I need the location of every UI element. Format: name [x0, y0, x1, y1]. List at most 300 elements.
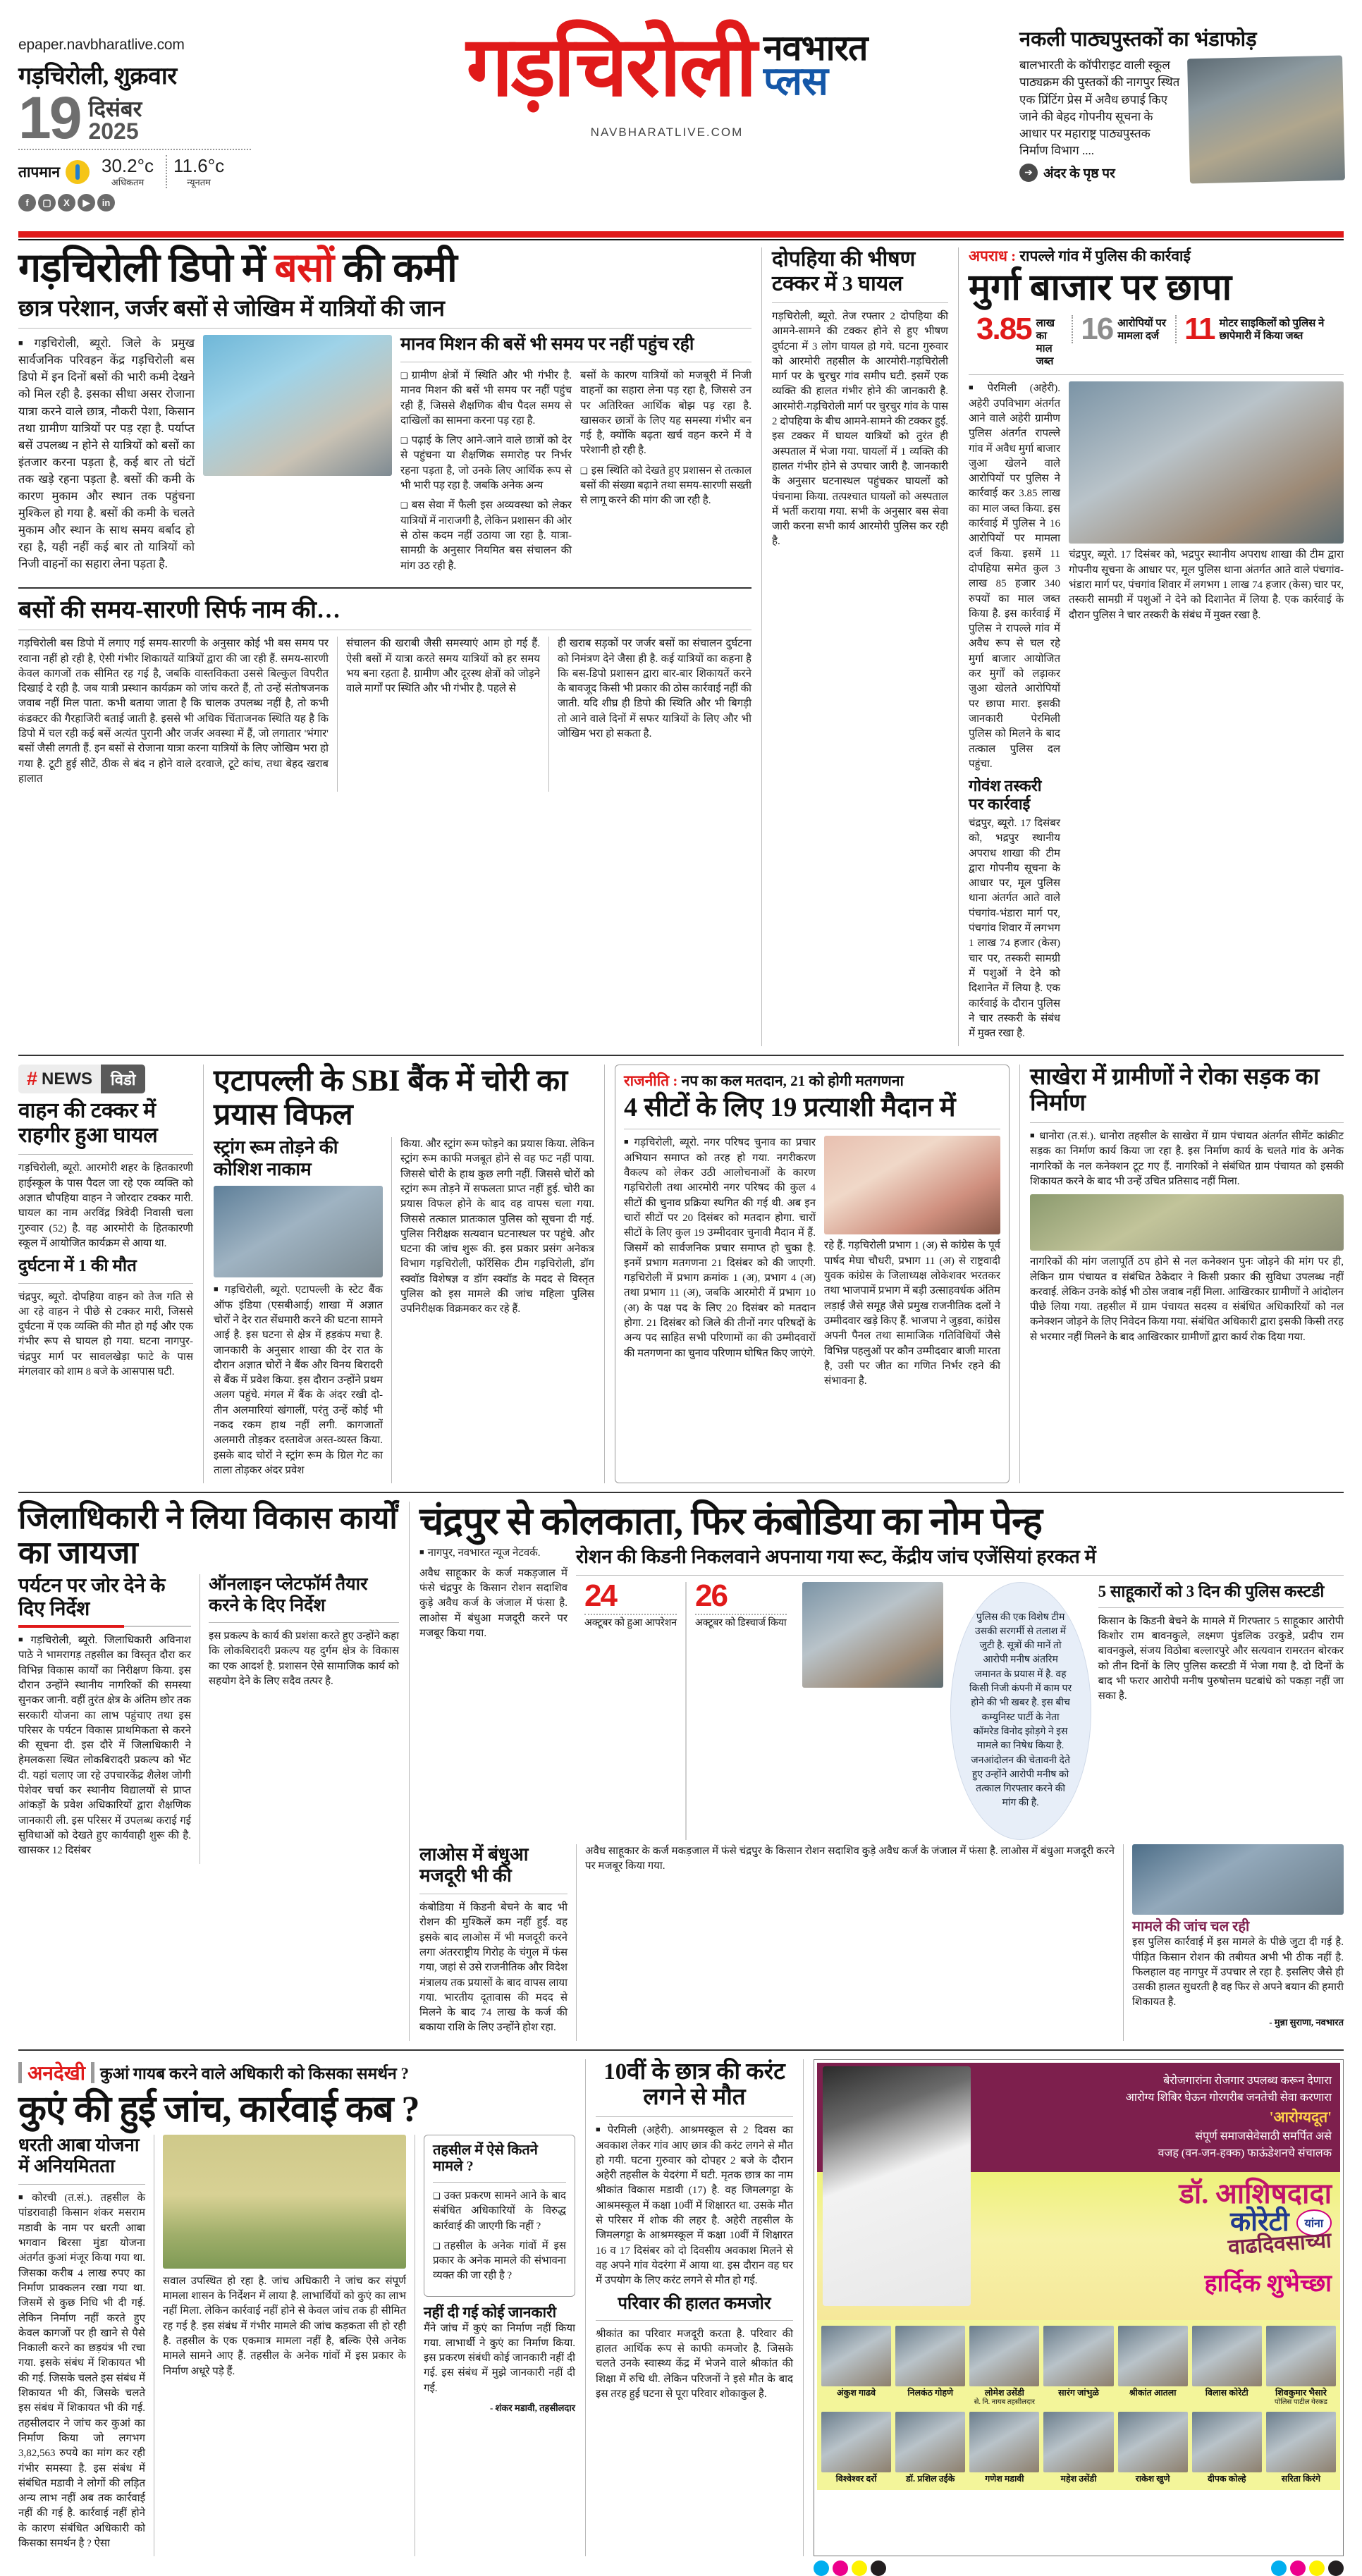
lead-box-col1	[18, 637, 329, 792]
crime-body-2: चंद्रपुर, ब्यूरो. 17 दिसंबर को, भद्रपुर स्थानीय अपराध शाखा की टीम द्वारा गोपनीय सूचना के आधार पर, मूल पुलिस थाना अंतर्गत आते वाले पंचगांव-भंडारा मार्ग पर, पंचगांव शिवार में लगभग 1 लाख 74 हजार (केस) चार पर, तस्करी सामग्री में पशुओं ने देने को दिशानेत में लिया है. एक कार्रवाई के दौरान पुलिस ने चार तस्करी के संबंध में मुक्त रखा है.	[969, 818, 1060, 1040]
lead-bullet: ❑ इस स्थिति को देखते हुए प्रशासन से तत्काल बसों की संख्या बढ़ाने तथा समय-सारणी सख्ती से लागू करने की मांग की जा रही है.	[580, 464, 751, 509]
lead-mid-deck: मानव मिशन की बसें भी समय पर नहीं पहुंच रही	[400, 335, 694, 355]
face-name: शिवकुमार भैसारे	[1275, 2388, 1327, 2398]
kolkata-number: 26	[695, 1578, 727, 1613]
sakhera-col1: ■ धानोरा (त.सं.). धानोरा तहसील के साखेरा में ग्राम पंचायत अंतर्गत सीमेंट कांक्रीट सड़क का निर्माण कार्य किया जा रहा है. इस निर्माण कार्य के चलते गांव के अनेक नागरिकों के नल कनेक्शन टूट गए हैं. नागरिकों ने संबंधित ग्राम पंचायत को इसकी शिकायत करने के बाद भी उन्हें उचित प्रतिसाद नहीं मिला.	[1030, 1129, 1344, 1189]
crime-stat-number: 16	[1081, 312, 1113, 347]
birthday-name-block	[981, 2179, 1332, 2298]
kolkata-filler	[585, 1844, 1115, 2041]
lead-box-text: गड़चिरोली बस डिपो में लगाए गई समय-सारणी के अनुसार कोई भी बस समय पर रवाना नहीं हो रही है, ऐसी गंभीर शिकायतें यात्रियों द्वारा की जा रही हैं. समय-सारणी केवल कागजों तक सीमित रह गई है, जबकि वास्तविकता उससे बिल्कुल विपरीत दिखाई दे रही है. जब यात्री प्रस्थान कार्यक्रम को जांच करते हैं, तो उन्हें संतोषजनक जवाब नहीं मिल पाता. कभी बताया जाता है कि चालक उपलब्ध नहीं है, तो कभी कंडक्टर की गैरहाजिरी बताई जाती है. इससे भी अधिक चिंताजनक स्थिति यह है कि डिपो में चल रही कई बसें अत्यंत पुरानी और जर्जर अवस्था में हैं, जो लगातार 'भंगार' बसों जैसी लगती हैं. इन बसों से रोजाना यात्रा करना यात्रियों के लिए जोखिम भरा हो गया है. टूटी हुई सीटें, ठीक से बंद न होने वाले दरवाजे, टूटे कांच, तथा बेहद खराब हालात	[18, 638, 329, 785]
kolkata-right-body: किसान के किडनी बेचने के मामले में गिरफ्तार 5 साहूकार आरोपी किशोर राम बावनकुले, लक्ष्मण पुंडलिक उरकुडे, प्रदीप राम बावनकुले, संजय विठोबा बल्लारपुरे और सत्यवान रामरतन बोरकर को तीन दिनों के लिए पुलिस कस्टडी में भेजा गया है. दो दिनों के बाद भी फरार आरोपी मनीष पुरुषोत्तम घटबांधे को पकड़ा नहीं जा सका है.	[1098, 1615, 1344, 1703]
well-columns	[18, 2135, 575, 2556]
face-role: पोलिस पाटील येरकड	[1274, 2398, 1327, 2406]
sbi-col2: किया. और स्ट्रांग रूम फोड़ने का प्रयास किया. लेकिन स्ट्रांग रूम काफी मजबूत होने से वह फट नहीं पाया. जिससे चोरी के हाथ कुछ लगी नहीं. जिससे चोरों को स्ट्रांग रूम तोड़ने में सफलता प्राप्त नहीं हुई. चोरी का प्रयास विफल होने के बाद वह वापस चला गया. जिससे तत्काल प्रातःकाल पुलिस को सूचना दी गई. पुलिस निरीक्षक सत्यवान घटनास्थल पर पहुंचे. और घटना की जांच शुरू की. इस प्रकार प्रसंग अनेकत्र विभाग गड़चिरोली, फॉरेंसिक टीम गड़चिरोली, डॉग स्क्वॉड विशेषज्ञ व डॉग स्क्वॉड के मदद से विस्तृत पुलिस को इस मामले की जांच महिला पुलिस उपनिरीक्षक विक्रमकर कर रहे हैं.	[400, 1139, 594, 1315]
kolkata-detail-row	[576, 1578, 1344, 1840]
face-name: सरिता किरंगे	[1281, 2473, 1321, 2484]
lead-col-right	[400, 335, 751, 579]
birthday-faces	[817, 2320, 1340, 2490]
lead-headline-part1: गड़चिरोली डिपो में	[18, 246, 275, 290]
well-box-col	[424, 2135, 575, 2556]
column-rule	[761, 247, 762, 1046]
arrow-right-icon: ➔	[1019, 164, 1038, 182]
divider	[1030, 1122, 1344, 1123]
sakhera-headline: साखेरा में ग्रामीणों ने रोका सड़क का निर्माण	[1030, 1065, 1320, 1116]
lead-subheadline: छात्र परेशान, जर्जर बसों से जोखिम में यात्रियों की जान	[18, 295, 445, 321]
date-year: 2025	[88, 118, 139, 144]
crime-sub-headline: गोवंश तस्करी पर कार्रवाई	[969, 777, 1042, 814]
collector-columns	[18, 1574, 399, 1864]
birthday-gold-title: 'आरोग्यदूत'	[1269, 2108, 1332, 2126]
youtube-icon[interactable]: ▶	[78, 194, 95, 211]
face-photo	[821, 2326, 891, 2386]
well-deck: धरती आबा योजना में अनियमितता	[18, 2134, 140, 2177]
well-photo	[163, 2135, 406, 2269]
kolkata-number-label: अक्टूबर को डिस्चार्ज किया	[695, 1618, 787, 1629]
crime-stat-number: 3.85	[976, 312, 1031, 347]
cmyk-marks-right	[1271, 2560, 1344, 2576]
news-video-body: गड़चिरोली, ब्यूरो. आरमोरी शहर के हितकारणी हाईस्कूल के पास पैदल जा रहे एक व्यक्ति को अज्ञात चौपहिया वाहन ने जोरदार टक्कर मारी. घायल का नाम अरविंद्र त्रिवेदी निवासी चला गुरुवार (52) है. वह आरमोरी के हितकारणी स्कूल में आयोजित कार्यक्रम से आया था.	[18, 1163, 193, 1249]
crime-stat	[1072, 312, 1175, 347]
politics-right	[824, 1136, 1000, 1394]
well-box-item: ❑ तहसील के अनेक गांवों में इस प्रकार के अनेक मामले की संभावना व्यक्त की जा रही है ?	[433, 2239, 566, 2284]
face-item	[1043, 2412, 1113, 2484]
kolkata-deck: रोशन की किडनी निकलवाने अपनाया गया रूट, केंद्रीय जांच एजेंसियां हरकत में	[576, 1546, 1096, 1568]
crime-stat-label: मोटर साइकिलों को पुलिस ने छापेमारी में किया जब्त	[1219, 318, 1325, 343]
lead-bullet: ❑ ग्रामीण क्षेत्रों में स्थिति और भी गंभीर है. मानव मिशन की बसें भी समय पर नहीं पहुंच रही हैं, जिससे शैक्षणिक बीच पैदल समय से दाखिलों का सामना करना पड़ रहा है.	[400, 369, 572, 429]
crime-photo-col	[1069, 381, 1344, 1046]
temp-max-label: अधिकतम	[111, 177, 145, 188]
date-block	[18, 85, 314, 151]
birthday-shubhechha: हार्दिक शुभेच्छा	[1204, 2271, 1332, 2298]
hash-icon: #	[27, 1068, 38, 1090]
well-credit: - शंकर मडावी, तहसीलदार	[489, 2403, 575, 2414]
divider	[584, 1614, 677, 1615]
teaser-photo	[1187, 56, 1345, 184]
news-video-tag[interactable]	[18, 1065, 145, 1093]
kolkata-filler-body: अवैध साहूकार के कर्ज मकड़जाल में फंसे चंद्रपुर के किसान रोशन सदाशिव कुड़े अवैध कर्ज के जंजाल में फंसा है. लाओस में बंधुआ मजदूरी करने पर मजबूर किया गया.	[585, 1845, 1115, 1872]
crime-stat-label: लाख का माल जब्त	[1036, 318, 1055, 368]
well-box-body-2: मैंने जांच में कुएं का निर्माण नहीं किया गया. लाभार्थी ने कुएं का निर्माण किया. इस प्रकरण संबंधी कोई जानकारी नहीं दी गई. इस संबंध में मुझे जानकारी नहीं दी गई.	[424, 2322, 575, 2394]
facebook-icon[interactable]: f	[18, 194, 36, 211]
instagram-icon[interactable]: ▢	[38, 194, 56, 211]
cyan-dot	[814, 2560, 829, 2576]
kolkata-story	[419, 1502, 1344, 2040]
crime-stat	[969, 312, 1072, 368]
column-rule	[548, 637, 549, 792]
sbi-photo	[214, 1186, 383, 1277]
kolkata-badge-body: इस पुलिस कार्रवाई में इस मामले के पीछे जुटा दी गई है. पीड़ित किसान रोशन की तबीयत अभी भी ठीक नहीं है. फिलहाल वह नागपुर में उपचार ले रहा है. इसलिए जैसे ही उसकी हालत सुधरती है वह फिर से अपने बयान की हमारी शिकायत है.	[1132, 1937, 1344, 2008]
well-question-box	[424, 2135, 575, 2297]
divider	[433, 2182, 566, 2183]
black-rule	[18, 239, 1344, 240]
politics-kicker-label: राजनीति :	[624, 1072, 678, 1090]
well-col-mid	[163, 2135, 406, 2556]
sbi-story	[214, 1065, 594, 1483]
black-dot	[871, 2560, 886, 2576]
collector-left	[18, 1574, 191, 1864]
lead-story	[18, 247, 751, 1046]
crime-stat	[1175, 312, 1344, 347]
kolkata-sub-body: कंबोडिया में किडनी बेचने के बाद भी रोशन की मुश्किलें कम नहीं हुईं. वह इसके बाद लाओस में भी मजदूरी करने लगा अंतरराष्ट्रीय गिरोह के चंगुल में फंस गया, जहां से उसे राजनीतिक और विदेश मंत्रालय तक प्रयासों के बाद वापस लाया गया. भारतीय दूतावास की मदद से मिलने के बाद 74 लाख के कर्ज की बकाया राशि के लिए उन्होंने होश रहा.	[419, 1902, 568, 2034]
band-four	[18, 2059, 1344, 2557]
lead-box-col3	[558, 637, 751, 792]
logo-sub-title	[763, 27, 868, 108]
column-rule	[1123, 1844, 1124, 2041]
crime-photo	[1069, 381, 1344, 544]
student-story	[596, 2059, 793, 2557]
temp-min-value: 11.6°c	[173, 155, 225, 177]
politics-col1	[624, 1136, 816, 1394]
logo-plus: प्लस	[763, 59, 828, 104]
kolkata-numbers	[576, 1578, 795, 1840]
face-item	[1266, 2326, 1336, 2406]
face-role: से. नि. नायब तहसीलदार	[974, 2398, 1035, 2406]
face-name: राकेश खुणे	[1135, 2473, 1170, 2484]
x-twitter-icon[interactable]: X	[58, 194, 75, 211]
collector-headline: जिलाधिकारी ने लिया विकास कार्यों का जायजा	[18, 1501, 398, 1570]
collector-col1: ■ गड़चिरोली, ब्यूरो. जिलाधिकारी अविनाश पाठे ने भामरागड़ तहसील का विस्तृत दौरा कर विभिन्न विकास कार्यों का निरीक्षण किया. इस दौरान उन्होंने स्थानीय नागरिकों की समस्या सुनकर जानी. वहीं तुरंत क्षेत्र के अंतिम छोर तक सरकारी योजना का लाभ पहुंचाए तथा इस परिसर के पर्यटन विकास प्राथमिकता से करने की सूचना दी. इस दौरे में जिलाधिकारी ने हेमलकसा स्थित लोकबिरादरी प्रकल्प को भेंट दी. यहां चलाए जा रहे उपचारकेंद्र शैलेश जोगी पेशेवर चर्चा कर स्थानीय विद्यालयों से प्राप्त आंकड़ों के प्रवेश अधिकारियों द्वारा शैक्षणिक जानकारी ली. इस परिसर में उपलब्ध कराई गई सुविधाओं को देखते हुए कार्यवाही शुरू की है. खासकर 12 दिसंबर	[18, 1633, 191, 1858]
sbi-headline: एटापल्ली के SBI बैंक में चोरी का प्रयास विफल	[214, 1065, 568, 1131]
politics-col1-text: ■ गड़चिरोली, ब्यूरो. नगर परिषद चुनाव का प्रचार अभियान समाप्त को तरह हो गया. नगरीकरण वैकल्प को लेकर उठी आलोचनाओं के कारण गड़चिरोली तथा आरमोरी नगर परिषद की कुल 4 सीटों की चुनाव प्रक्रिया स्थगित की गई थी. अब इन चारों सीटों पर 20 दिसंबर को मतदान होगा. चारों सीटों के लिए कुल 19 उम्मीदवार चुनावी मैदान में हैं. जिसमें को सार्वजनिक प्रचार समाप्त हो चुका है. इनमें प्रभाग मतगणना 21 दिसंबर को की जाएगी. गड़चिरोली में प्रभाग क्रमांक 1 (अ), प्रभाग 4 (अ) तथा प्रभाग 11 (अ), जबकि आरमोरी में प्रभाग 10 (अ) के पक्ष पद के लिए 20 दिसंबर को मतदान होगा. 21 दिसंबर को जिले की तीनों नगर परिषदों के अन्य पद साहित सभी परिणामों का की उम्मीदवारों की मतगणना का चुनाव परिणाम घोषित किए जाएंगे.	[624, 1136, 816, 1361]
teaser-body: बालभारती के कॉपीराइट वाली स्कूल पाठ्यक्रम की पुस्तकों की नागपुर स्थित एक प्रिंटिंग प्रेस में अवैध छपाई किए जाने की बेहद गोपनीय सूचना के आधार पर महाराष्ट्र पाठ्यपुस्तक निर्माण विभाग ....	[1019, 59, 1180, 157]
sbi-columns	[214, 1137, 594, 1483]
politics-columns	[624, 1136, 1000, 1394]
face-photo	[1192, 2326, 1262, 2386]
crime-stat-number: 11	[1184, 312, 1215, 347]
linkedin-icon[interactable]: in	[97, 194, 115, 211]
politics-kicker	[624, 1072, 1000, 1090]
kolkata-number-block	[576, 1578, 685, 1840]
cyan-dot	[1271, 2560, 1287, 2576]
divider	[18, 587, 751, 589]
two-wheeler-story	[772, 247, 948, 1046]
well-box-title: तहसील में ऐसे कितने मामले ?	[433, 2142, 538, 2175]
face-name: विलास कोरेटी	[1205, 2388, 1248, 2398]
divider	[695, 1614, 787, 1615]
well-col-left	[18, 2135, 145, 2556]
lead-bullet: ❑ बस सेवा में फैली इस अव्यवस्था को लेकर यात्रियों में नाराजगी है, लेकिन प्रशासन की ओर से ठोस कदम नहीं उठाया जा रहा है. यात्रा-सामग्री के अनुसार नियमित बस संचालन की मांग उठ रही है.	[400, 498, 572, 573]
divider	[772, 302, 948, 303]
news-tag-label: NEWS	[42, 1069, 93, 1088]
face-photo	[895, 2412, 965, 2472]
face-photo	[969, 2326, 1039, 2386]
birthday-line-1: बेरोजगारांना रोजगार उपलब्ध करून देणारा	[1163, 2074, 1332, 2087]
lead-bullets-b	[580, 369, 751, 579]
epaper-url[interactable]: epaper.navbharatlive.com	[18, 37, 185, 53]
well-kicker-row	[18, 2059, 575, 2086]
face-photo	[1043, 2326, 1113, 2386]
sbi-deck: स्ट्रांग रूम तोड़ने की कोशिश नाकाम	[214, 1137, 338, 1179]
kolkata-deck-col	[576, 1546, 1344, 1839]
face-item	[969, 2412, 1039, 2484]
video-tag: विडो	[101, 1065, 145, 1093]
birthday-name-line1: डॉ. आशिषदादा	[1179, 2178, 1332, 2210]
well-col1: ■ कोरची (त.सं.). तहसील के पांडरावाही किसान शंकर मसराम मडावी के नाम पर धरती आबा भगवान बिरसा मुंडा योजना अंतर्गत कुआं मंजूर किया गया था. जिसका करीब 4 लाख रुपए का निर्माण प्राक्कलन रखा गया था. जिसमें से कुछ निधि भी दी गई. लेकिन निर्माण नहीं करते हुए केवल कागजों पर ही खाने से पैसे निकाली करने का छड़यंत्र भी रचा गया. इसके संबंध में शिकायत भी की गई. जिसके चलते इस संबंध में शिकायत भी की, जिसके चलते इस संबंध में शिकायत भी की गई. तहसीलदार ने जांच कर कुआं का निर्माण किया जो लगभग 3,82,563 रुपये का मांग कर रही गंभीर समस्या है. इस संबंध में संबंधित मडावी ने लोगों की लड़ित अन्य लाभ नहीं अब तक कार्रवाई नहीं की गई है. कार्रवाई नहीं होने के कारण संबंधित अधिकारी को किसका समर्थन है ? ऐसा	[18, 2191, 145, 2551]
teaser-more[interactable]	[1019, 164, 1182, 182]
birthday-vadhdivas: वाढदिवसाच्या	[1227, 2228, 1332, 2259]
lead-box-title: बसों की समय-सारणी सिर्फ नाम की…	[18, 596, 340, 623]
face-name: अंकुश गाढवे	[837, 2388, 876, 2398]
collector-right	[209, 1574, 399, 1864]
column-rule	[1019, 1065, 1020, 1483]
yellow-dot	[1309, 2560, 1325, 2576]
cmyk-marks-left	[814, 2560, 886, 2576]
logo-row	[314, 21, 1019, 114]
face-name: निलकंठ गोहणे	[907, 2388, 953, 2398]
tag-bar	[18, 2062, 22, 2083]
yellow-dot	[852, 2560, 867, 2576]
social-links[interactable]	[18, 194, 314, 211]
lead-photo	[203, 335, 392, 476]
face-photo	[1118, 2326, 1188, 2386]
magenta-dot	[1290, 2560, 1306, 2576]
face-item	[969, 2326, 1039, 2406]
divider	[1098, 1607, 1344, 1608]
face-item	[1043, 2326, 1113, 2406]
face-item	[1118, 2326, 1188, 2406]
city-day-label: गड़चिरोली, शुक्रवार	[18, 63, 177, 90]
sakhera-story	[1030, 1065, 1344, 1483]
lead-bullets-a	[400, 369, 572, 579]
column-rule	[576, 1844, 577, 2041]
face-name: महेश उसेंडी	[1060, 2473, 1097, 2484]
teaser-content	[1019, 57, 1344, 182]
face-photo	[1192, 2412, 1262, 2472]
column-rule	[203, 1065, 204, 1483]
lead-col1-text: ■ गड़चिरोली, ब्यूरो. जिले के प्रमुख सार्वजनिक परिवहन केंद्र गड़चिरोली बस डिपो में इन दिनों बसों की भारी कमी देखने को मिल रही है. इसका सीधा असर रोजाना यात्रा करने वाले छात्र, नौकरी पेशा, किसान तथा ग्रामीण यात्रियों पर पड़ रहा है. पर्याप्त बसें उपलब्ध न होने से यात्रियों को बसों का इंतजार करना पड़ता है, कई बार तो घंटों तक खड़े रहना पड़ता है. बसों की कमी के कारण मुकाम और स्थान तक पहुंचना मुश्किल हो गया है. बसों की कमी के चलते मुकाम और स्थान के साथ समय बर्बाद हो रहा है, यही नहीं कई बार तो यात्रियों को निजी वाहनों का सहारा लेना पड़ता है.	[18, 335, 195, 572]
band-three	[18, 1502, 1344, 2040]
face-photo	[1266, 2326, 1336, 2386]
crime-columns	[969, 381, 1344, 1046]
sakhera-photo	[1030, 1194, 1344, 1251]
kolkata-number-label: अक्टूबर को हुआ आपरेशन	[584, 1618, 677, 1629]
faces-row-2	[821, 2412, 1336, 2484]
red-rule	[18, 231, 1344, 238]
temp-max-block	[95, 155, 160, 188]
face-name: विश्वेश्वर दर्रो	[835, 2473, 877, 2484]
well-section-text: कुआं गायब करने वाले अधिकारी को किसका समर्थन ?	[99, 2064, 410, 2083]
divider	[18, 1055, 1344, 1056]
divider	[596, 2116, 793, 2117]
politics-headline: 4 सीटों के लिए 19 प्रत्याशी मैदान में	[624, 1092, 956, 1122]
well-section-tag	[18, 2059, 409, 2086]
face-name: दीपक कोल्हे	[1207, 2473, 1246, 2484]
date-day: 19	[18, 85, 80, 151]
black-dot	[1328, 2560, 1344, 2576]
face-photo	[969, 2412, 1039, 2472]
well-section-name: अनदेखी	[27, 2062, 85, 2085]
kolkata-headline: चंद्रपुर से कोलकाता, फिर कंबोडिया का नोम पेन्ह	[419, 1500, 1042, 1543]
crime-body-1: ■ पेरमिली (अहेरी). अहेरी उपविभाग अंतर्गत आने वाले अहेरी ग्रामीण पुलिस अंतर्गत रापल्ले गांव में अवैध मुर्गा बाजार जुआ खेलने वाले आरोपियों पर पुलिस ने कार्रवाई कर 3.85 लाख का माल जब्त किया. इस कार्रवाई में पुलिस ने 16 आरोपियों पर मामला दर्ज किया. इसमें 11 दोपहिया समेत कुल 3 लाख 85 हजार 340 रुपयों का माल जब्त किया है. इस कार्रवाई में पुलिस ने रापल्ले गांव में अवैध रूप से चल रहे मुर्गा बाजार आयोजित कर मुर्गों को लड़ाकर जुआ खेलते आरोपियों पर छापा मारा. इसकी जानकारी पेरमिली पुलिस को मिलने के बाद तत्काल पुलिस दल पहुंचा.	[969, 381, 1060, 772]
column-rule	[803, 2059, 804, 2557]
crime-kicker-label: अपराध :	[969, 247, 1017, 264]
crime-photo-caption: चंद्रपुर, ब्यूरो. 17 दिसंबर को, भद्रपुर स्थानीय अपराध शाखा की टीम द्वारा गोपनीय सूचना के आधार पर, मूल पुलिस थाना अंतर्गत आते वाले पंचगांव-भंडारा मार्ग पर, पंचगांव शिवार में लगभग 1 लाख 74 हजार (केस) चार पर, तस्करी सामग्री में पशुओं ने देने को दिशानेत में लिया है. एक कार्रवाई के दौरान पुलिस ने चार तस्करी के संबंध में मुक्त रखा है.	[1069, 549, 1344, 621]
sbi-col1: ■ गड़चिरोली, ब्यूरो. एटापल्ली के स्टेट बैंक ऑफ इंडिया (एसबीआई) शाखा में अज्ञात चोरों ने देर रात सेंधमारी करने की घटना सामने आई है. इस घटना से क्षेत्र में हड़कंप मचा है. जानकारी के अनुसार शाखा की देर रात के दौरान अज्ञात चोरों ने बैंक और विनय बिरादरी से बैंक में प्रवेश किया. इस दौरान उन्होंने प्रथम अलग पहुंचे. मंगल में बैंक के अंदर रखी दो-तीन अलमारियां खंगालीं, परंतु उन्हें कोई भी नकद रकम हाथ नहीं लगी. कागजातों अलमारी तोड़कर दस्तावेज अस्त-व्यस्त किया. इसके बाद चोरों ने स्ट्रांग रूम के ग्रिल गेट का ताला तोड़कर अंदर प्रवेश	[214, 1283, 383, 1478]
divider	[18, 1283, 193, 1284]
face-photo	[1266, 2412, 1336, 2472]
birthday-ad-frame	[814, 2059, 1344, 2557]
divider	[209, 1622, 399, 1623]
face-item	[821, 2326, 891, 2406]
collector-deck-right: ऑनलाइन प्लेटफॉर्म तैयार करने के दिए निर्देश	[209, 1575, 368, 1615]
news-tag	[18, 1065, 101, 1093]
lead-bullet: बसों के कारण यात्रियों को मजबूरी में निजी वाहनों का सहारा लेना पड़ रहा है, जिससे उन पर अतिरिक्त आर्थिक बोझ पड़ रहा है. खासकर छात्रों के लिए यह समस्या गंभीर बन गई है, क्योंकि बढ़ता खर्च वहन करने में वे परेशानी हो रही है.	[580, 369, 751, 457]
divider	[18, 2049, 1344, 2051]
kolkata-right-headline: 5 साहूकारों को 3 दिन की पुलिस कस्टडी	[1098, 1582, 1325, 1600]
kolkata-oval-col	[950, 1582, 1091, 1840]
crime-story	[969, 247, 1344, 1046]
student-sub-headline: परिवार की हालत कमजोर	[618, 2294, 771, 2313]
divider	[18, 328, 751, 329]
crime-kicker-text: रापल्ले गांव में पुलिस की कार्रवाई	[1016, 247, 1191, 264]
kolkata-number: 24	[584, 1578, 616, 1613]
well-box-item: ❑ उक्त प्रकरण सामने आने के बाद संबंधित अधिकारियों के विरुद्ध कार्रवाई की जाएगी कि नहीं ?	[433, 2189, 566, 2234]
face-photo	[1043, 2412, 1113, 2472]
column-rule	[391, 1137, 392, 1483]
logo-navbharat: नवभारत	[763, 27, 868, 68]
politics-story	[615, 1065, 1010, 1483]
two-wheeler-body: गड़चिरोली, ब्यूरो. तेज रफ्तार 2 दोपहिया की आमने-सामने की टक्कर होने से हुए भीषण दुर्घटना में 3 लोग घायल हो गये. घटना गुरुवार को आरमोरी तहसील के आरमोरी-गड़चिरोली मार्ग पर के चुरचुर गांव समीप घटी. इसमें एक व्यक्ति की हालत गंभीर होने की जानकारी है. आरमोरी-गड़चिरोली मार्ग पर चुरचुर गांव के पास 2 दोपहिया के बीच आमने-सामने की टक्कर हुई. इस टक्कर में घायल यात्रियों को तुरंत ही अस्पताल में भेजा गया. घायलों में 1 व्यक्ति की हालत गंभीर होने से उपचार जारी है. जानकारी के अनुसार घटनास्थल पहुंचकर घायलों को पंचनामा किया. तत्पश्चात घायलों को अस्पताल में भर्ती कराया गया. सभी के अनुसार बस सेवा जारी करना सभी कार्य आरमोरी पुलिस कर रही है.	[772, 311, 948, 548]
divider	[576, 1575, 1344, 1576]
collector-col2: इस प्रकल्प के कार्य की प्रशंसा करते हुए उन्होंने कहा कि लोकबिरादरी प्रकल्प यह दुर्गम क्षेत्र के विकास का एक आदर्श है. प्रशासन ऐसे सामाजिक कार्य को सहयोग देने के लिए सदैव तत्पर है.	[209, 1631, 399, 1687]
lead-box-text3: ही खराब सड़कों पर जर्जर बसों का संचालन दुर्घटना को निमंत्रण देने जैसा ही है. कई यात्रियों का कहना है कि बस-डिपो प्रशासन द्वारा बार-बार शिकायतें करने के बावजूद किसी भी प्रकार की ठोस कार्रवाई नहीं की जाती. यदि शीघ्र ही डिपो की स्थिति और भी बिगड़ी तो आने वाले दिनों में सफर यात्रियों के लिए और भी जोखिम भरा हो सकता है.	[558, 638, 751, 740]
lead-box-columns	[18, 637, 751, 792]
kolkata-badge-photo	[1132, 1844, 1344, 1915]
teaser-more-label: अंदर के पृष्ठ पर	[1043, 166, 1115, 182]
kolkata-left-col: अवैध साहूकार के कर्ज मकड़जाल में फंसे चंद्रपुर के किसान रोशन सदाशिव कुड़े अवैध कर्ज के जंजाल में फंसा है. लाओस में बंधुआ मजदूरी करने पर मजबूर किया गया.	[419, 1567, 568, 1639]
face-name: गणेश मडावी	[985, 2473, 1024, 2484]
lead-columns	[18, 335, 751, 579]
masthead	[18, 16, 1344, 227]
top-teaser-ad[interactable]	[1019, 16, 1344, 182]
face-item	[895, 2326, 965, 2406]
lead-headline-highlight: बसों	[274, 246, 334, 290]
kolkata-source: ■ नागपुर, नवभारत न्यूज नेटवर्क.	[419, 1546, 568, 1561]
column-rule	[604, 1065, 605, 1483]
birthday-line-4: वजह (वन-जन-हक्क) फाऊंडेशनचे संचालक	[1158, 2147, 1332, 2160]
kolkata-badge-title: मामले की जांच चल रही	[1132, 1918, 1250, 1934]
politics-kicker-text: नप का कल मतदान, 21 को होगी मतगणना	[677, 1072, 904, 1090]
date-month: दिसंबर	[88, 97, 142, 121]
well-col2: सवाल उपस्थित हो रहा है. जांच अधिकारी ने जांच कर संपूर्ण मामला शासन के निर्देशन में लाया है. लाभार्थियों को कुएं का लाभ नहीं मिला. लेकिन कार्रवाई नहीं होने से केवल जांच तक ही सीमित रह गई है. इस संबंध में गंभीर मामले की जांच कड़कता सी हो रही है. तहसील के एक एकमात्र मामला नहीं है, बल्कि ऐसे अनेक मामले सामने आए हैं. तहसील के अनेक गांवों में इस प्रकार के निर्माण अधूरे पड़े हैं.	[163, 2275, 406, 2377]
birthday-portrait	[823, 2066, 971, 2306]
student-body: ■ पेरमिली (अहेरी). आश्रमस्कूल से 2 दिवस का अवकाश लेकर गांव आए छात्र की करंट लगने से मौत हो गयी. घटना गुरुवार को दोपहर 2 बजे के दौरान अहेरी तहसील के येदरंगा में घटी. मृतक छात्र का नाम श्रीकांत विकास मडावी (17) है. वह जिमलगट्टा के आश्रमस्कूल में कक्षा 10वीं में शिक्षारत था. उसके मौत से परिसर में शोक की लहर है. अहेरी तहसील के जिमलगट्टा के आश्रमस्कूल में कक्षा 10वीं में शिक्षारत 16 व 17 दिसंबर को दो दिवसीय अवकाश मिलने से वह अपने गांव येदरंगा में आया था. इस दौरान वह घर में उपयोग के लिए करंट लगने से मौत हो गई.	[596, 2123, 793, 2288]
lead-headline	[18, 247, 751, 290]
face-name: सारंग जांभुळे	[1058, 2388, 1099, 2398]
birthday-line-2: आरोग्य शिबिर घेऊन गोरगरीब जनतेची सेवा करणारा	[1125, 2091, 1332, 2104]
face-photo	[821, 2412, 891, 2472]
website-url[interactable]: NAVBHARATLIVE.COM	[590, 125, 744, 140]
news-video-headline: वाहन की टक्कर में राहगीर हुआ घायल	[18, 1099, 158, 1147]
kolkata-oval-note: पुलिस की एक विशेष टीम उसकी सरगर्मी से तलाश में जुटी है. सूत्रों की मानें तो आरोपी मनीष अंतरिम जमानत के प्रयास में है. वह किसी निजी कंपनी में काम पर होने की भी खबर है. इस बीच कम्युनिस्ट पार्टी के नेता कॉमरेड विनोद झोड़गे ने इस मामले का निषेध किया है. जनआंदोलन की चेतावनी देते हुए उन्होंने आरोपी मनीष को तत्काल गिरफ्तार करने की मांग की है.	[950, 1582, 1091, 1840]
two-wheeler-headline: दोपहिया की भीषण टक्कर में 3 घायल	[772, 247, 916, 295]
temperature-block	[18, 155, 314, 188]
masthead-left	[18, 16, 314, 211]
kolkata-photo	[802, 1582, 943, 1688]
lead-col-1	[18, 335, 195, 579]
face-name: लोमेश उसेंडी	[984, 2388, 1024, 2398]
logo-main-title: गड़चिरोली	[466, 21, 755, 114]
face-item	[1192, 2326, 1262, 2406]
collector-story	[18, 1502, 399, 2040]
lead-photo-col	[203, 335, 392, 579]
crime-col1	[969, 381, 1060, 1046]
kolkata-bottom	[419, 1844, 1344, 2041]
crime-kicker	[969, 247, 1344, 265]
kolkata-source-col	[419, 1546, 568, 1839]
kolkata-credit: - मुन्ना सुराणा, नवभारत	[1269, 2016, 1344, 2028]
temp-min-label: न्यूनतम	[187, 177, 211, 188]
divider	[596, 2320, 793, 2321]
kolkata-sub-col	[419, 1844, 568, 2041]
magenta-dot	[833, 2560, 848, 2576]
face-item	[895, 2412, 965, 2484]
divider	[18, 2184, 145, 2185]
thermometer-icon	[66, 160, 90, 184]
birthday-ad-middle	[817, 2172, 1340, 2320]
column-rule	[958, 247, 959, 1046]
masthead-logo	[314, 16, 1019, 140]
news-video-sub-headline: दुर्घटना में 1 की मौत	[18, 1257, 137, 1276]
birthday-line-3: संपूर्ण समाजसेवेसाठी समर्पित असे	[1195, 2130, 1332, 2143]
tag-bar	[91, 2062, 94, 2083]
face-photo	[1118, 2412, 1188, 2472]
well-box-title-2: नहीं दी गई कोई जानकारी	[424, 2303, 557, 2321]
divider	[969, 374, 1344, 375]
birthday-yanna-badge: यांना	[1296, 2209, 1332, 2236]
lead-box-col2	[346, 637, 540, 792]
sakhera-col2: नागरिकों की मांग जलापूर्ति ठप होने से नल कनेक्शन पुनः जोड़ने की मांग पर ही, लेकिन ग्राम पंचायत व संबंधित ठेकेदार ने किसी प्रकार की सुविधा उपलब्ध नहीं करवाई. लेकिन उनके कोई भी ठोस जवाब नहीं मिला. आखिरकार ग्रामीणों ने आंदोलन पीछे लिया गया. तहसील में ग्राम पंचायत सदस्य व संबंधित अधिकारियों को नल कनेक्शन जोड़ने के लिए निवेदन किया गया. संबंधित अधिकारी द्वारा इसकी किसी तरह से भरमार नहीं मिलने के बाद आखिरकार ग्रामीणों द्वारा कार्य रोक दिया गया.	[1030, 1256, 1344, 1343]
column-rule	[409, 1502, 410, 2040]
lead-headline-part2: की कमी	[333, 246, 457, 290]
well-headline: कुएं की हुई जांच, कार्रवाई कब ?	[18, 2089, 419, 2130]
kolkata-right-col	[1098, 1582, 1344, 1840]
face-item	[821, 2412, 891, 2484]
kolkata-badge-col	[1132, 1844, 1344, 2041]
sbi-left	[214, 1137, 383, 1483]
news-video-sub-body: चंद्रपुर, ब्यूरो. दोपहिया वाहन को तेज गति से आ रहे वाहन ने पीछे से टक्कर मारी, जिससे दुर्घटना में एक व्यक्ति की मौत हो गई और एक गंभीर रूप से घायल हो गया. घटना नागपुर-चंद्रपुर मार्ग पर सावलखेड़ा फाटे के पास मंगलवार को शाम 8 बजे के आसपास घटी.	[18, 1291, 193, 1378]
face-item	[1192, 2412, 1262, 2484]
kolkata-top	[419, 1546, 1344, 1839]
faces-row-1	[821, 2326, 1336, 2406]
temperature-label: तापमान	[18, 163, 60, 180]
crime-headline: मुर्गा बाजार पर छापा	[969, 268, 1232, 309]
birthday-ad[interactable]	[814, 2059, 1344, 2557]
face-name: डॉ. प्रशिल उईके	[906, 2473, 955, 2484]
sbi-right	[400, 1137, 594, 1483]
face-name: श्रीकांत आतला	[1129, 2388, 1177, 2398]
face-photo	[895, 2326, 965, 2386]
column-rule	[337, 637, 338, 792]
teaser-title: नकली पाठ्यपुस्तकों का भंडाफोड़	[1019, 28, 1257, 51]
politics-photo	[824, 1136, 1000, 1234]
divider-mixed	[18, 1625, 191, 1628]
lead-box-text2: संचालन की खराबी जैसी समस्याएं आम हो गई हैं. ऐसी बसों में यात्रा करते समय यात्रियों को हर समय भय बना रहता है. ग्रामीण और दूरस्थ क्षेत्रों को जोड़ने वाले मार्गों पर स्थिति और भी गंभीर है. पहले से	[346, 638, 540, 695]
kolkata-sub-headline: लाओस में बंधुआ मजदूरी भी की	[419, 1844, 529, 1887]
band-two	[18, 1065, 1344, 1483]
crime-stats	[969, 312, 1344, 368]
news-video-story	[18, 1065, 193, 1483]
column-rule	[585, 2059, 586, 2557]
band-lead	[18, 247, 1344, 1046]
face-item	[1118, 2412, 1188, 2484]
divider	[18, 1154, 193, 1155]
lead-bullet-columns	[400, 369, 751, 579]
divider	[18, 1492, 1344, 1493]
well-story	[18, 2059, 575, 2557]
student-headline: 10वीं के छात्र की करंट लगने से मौत	[603, 2059, 785, 2110]
politics-col2-text: रहे हैं. गड़चिरोली प्रभाग 1 (अ) से कांग्रेस के पूर्व पार्षद मेघा चौधरी, प्रभाग 11 (अ) से राष्ट्रवादी युवक कांग्रेस के जिलाध्यक्ष लोकेशवर भरतकर तथा भाजपामें प्रभाग में बड़ी उत्साहवर्धक अंतिम लड़ाई जैसे समूह जैसे प्रमुख राजनीतिक दलों ने उम्मीदवार खड़े किए हैं. भाजपा ने जुड़वा, कांग्रेस अपनी पैनल तथा सामाजिक गतिविधियों जैसे विभिन्न पहलुओं पर कौन उम्मीदवार बाजी मारता है, उसी पर जीत का गणित निर्भर रहने की संभावना है.	[824, 1240, 1000, 1387]
